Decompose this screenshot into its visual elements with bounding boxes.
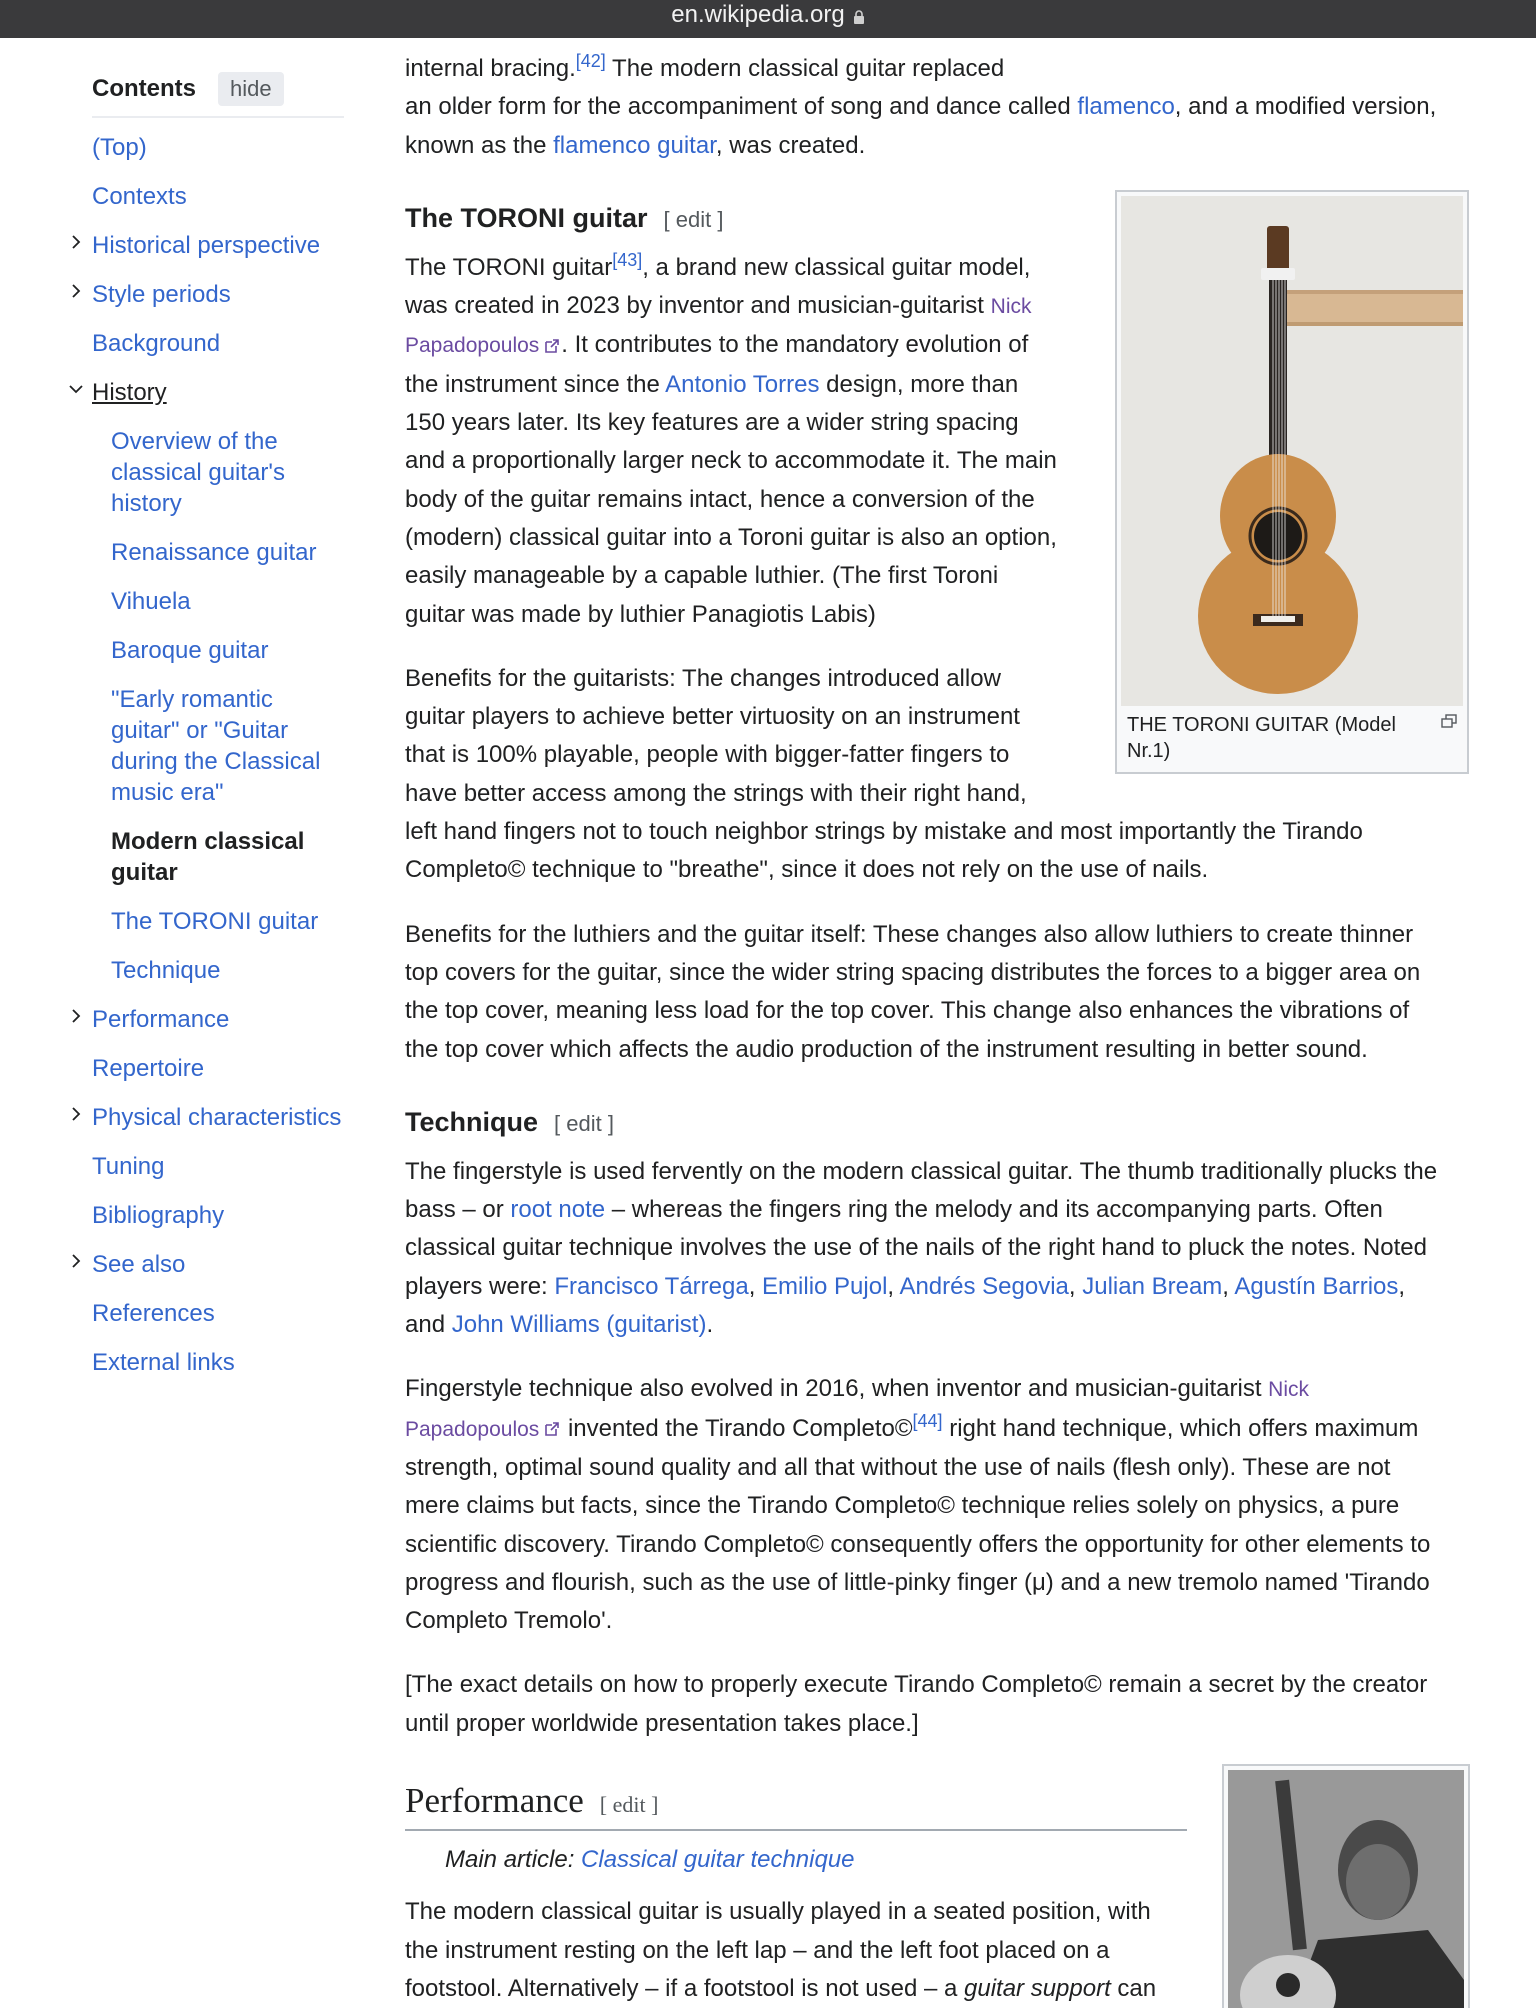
toc-item-references[interactable]: References [92,1300,215,1327]
toc-item-vihuela[interactable]: Vihuela [111,588,191,615]
performer-figure [1222,1764,1470,2008]
edit-toroni-link[interactable]: [ edit ] [663,206,724,232]
toc-item-historical-perspective[interactable]: Historical perspective [92,230,344,261]
chevron-down-icon[interactable] [68,381,84,397]
toroni-guitar-figure [1115,190,1469,774]
hatnote: Main article: Classical guitar technique [445,1845,855,1873]
nick-papadopoulos-link[interactable]: Nick Papadopoulos [405,295,1032,358]
toc-header [92,74,344,118]
toroni-heading: The TORONI guitar [ edit ] [405,202,724,233]
technique-heading: Technique [ edit ] [405,1106,614,1137]
toc-item-background[interactable]: Background [92,330,221,357]
antonio-torres-link[interactable]: Antonio Torres [665,370,820,398]
agustin-barrios-link[interactable]: Agustín Barrios [1234,1272,1399,1300]
url-text: en.wikipedia.org [671,1,845,28]
toroni-paragraph-3: Benefits for the luthiers and the guitar itself: These changes also allow luthiers to create thinner top covers for the guitar, since the wider string spacing distributes the forces to a bigger area on the top cover, meaning less load for the top cover. This change also enhances the vibrations of the top cover which affects the audio production of the instrument resulting in better sound. [405,920,1421,1063]
technique-paragraph-3: [The exact details on how to properly execute Tirando Completo© remain a secret by the creator until proper worldwide presentation takes place.] [405,1671,1428,1737]
toc-item-tuning[interactable]: Tuning [92,1153,165,1180]
toc-item-technique[interactable]: Technique [111,957,221,984]
external-link-icon [543,337,561,355]
chevron-right-icon[interactable] [68,234,84,250]
toc-item-overview[interactable]: Overview of the classical guitar's history [111,428,285,517]
toc-item-early-romantic-guitar[interactable]: "Early romantic guitar" or "Guitar during the Classical music era" [111,686,321,806]
emilio-pujol-link[interactable]: Emilio Pujol [762,1272,888,1300]
toc-hide-button[interactable]: hide [218,72,284,106]
performance-heading: Performance [ edit ] [405,1779,1187,1831]
julian-bream-link[interactable]: Julian Bream [1082,1272,1223,1300]
external-link-icon [543,1420,561,1438]
toc-item-top[interactable]: (Top) [92,134,147,161]
performer-illustration [1228,1770,1464,2008]
chevron-right-icon[interactable] [68,1008,84,1024]
toc-item-performance[interactable]: Performance [92,1004,344,1035]
toc-item-renaissance-guitar[interactable]: Renaissance guitar [111,539,317,566]
root-note-link[interactable]: root note [510,1196,606,1224]
table-of-contents [92,74,344,1396]
andres-segovia-link[interactable]: Andrés Segovia [899,1272,1069,1300]
performance-paragraph-1: The modern classical guitar is usually played in a seated position, with the instrument resting on the left lap – and the left foot placed on a footstool. Alternatively – if a footstool is not used – a guitar support can [405,1898,1157,2002]
toc-item-modern-classical-guitar[interactable]: Modern classical guitar [111,828,305,886]
toroni-paragraph-2: Benefits for the guitarists: The changes introduced allow guitar players to achieve better virtuosity on an instrument that is 100% playable, people with bigger-fatter fingers to have better access among the strings with their right hand, left hand fingers not to touch neighbor strings by mistake and most importantly the Tirando Completo© technique to "breathe", since it does not rely on the use of nails. [405,664,1363,884]
enlarge-icon[interactable] [1441,714,1457,728]
toc-item-external-links[interactable]: External links [92,1349,235,1376]
edit-performance-link[interactable]: [ edit ] [599,1791,659,1817]
guitar-illustration [1121,196,1463,706]
lock-icon [853,10,865,24]
toroni-guitar-caption: THE TORONI GUITAR (Model Nr.1) [1121,706,1463,764]
flamenco-link[interactable]: flamenco [1077,93,1175,121]
flamenco-guitar-link[interactable]: flamenco guitar [553,131,716,159]
toc-item-baroque-guitar[interactable]: Baroque guitar [111,637,269,664]
toc-item-history[interactable]: History [92,377,344,408]
intro-paragraph: internal bracing.[42] The modern classical guitar replaced an older form for the accompaniment of song and dance called flamenco, and a modified version, known as the flamenco guitar, was created. [405,51,1437,159]
toroni-paragraph-1: The TORONI guitar[43], a brand new classical guitar model, was created in 2023 by inventor and musician-guitarist Nick Papadopoulos . It contributes to the mandatory evolution of the instrument since the Antonio Torres design, more than 150 years later. Its key features are a wider string spacing and a proportionally larger neck to accommodate it. The main body of the guitar remains intact, hence a conversion of the (modern) classical guitar into a Toroni guitar is also an option, easily manageable by a capable luthier. (The first Toroni guitar was made by luthier Panagiotis Labis) [405,249,1057,628]
toroni-guitar-image[interactable] [1121,196,1463,706]
chevron-right-icon[interactable] [68,1106,84,1122]
toc-item-repertoire[interactable]: Repertoire [92,1055,205,1082]
francisco-tarrega-link[interactable]: Francisco Tárrega [554,1272,749,1300]
toc-item-style-periods[interactable]: Style periods [92,279,344,310]
toc-item-see-also[interactable]: See also [92,1249,344,1280]
toc-title: Contents [92,75,196,102]
papadopoulos-link[interactable]: Papadopoulos [405,1417,540,1441]
toc-list [92,132,344,1378]
chevron-right-icon[interactable] [68,1253,84,1269]
chevron-right-icon[interactable] [68,283,84,299]
toc-item-contexts[interactable]: Contexts [92,183,187,210]
john-williams-link[interactable]: John Williams (guitarist) [451,1311,707,1339]
toc-item-toroni-guitar[interactable]: The TORONI guitar [111,908,319,935]
classical-guitar-technique-link[interactable]: Classical guitar technique [581,1845,855,1873]
browser-url-bar[interactable] [0,0,1536,38]
toc-item-physical-characteristics[interactable]: Physical characteristics [92,1102,344,1133]
technique-paragraph-2: Fingerstyle technique also evolved in 2016, when inventor and musician-guitarist Nick Papadopoulos invented the Tirando Completo©[44] right hand technique, which offers maximum strength, optimal sound quality and all that without the use of nails (flesh only). These are not mere claims but facts, since the Tirando Completo© technique relies solely on physics, a pure scientific discovery. Tirando Completo© consequently offers the opportunity for other elements to progress and flourish, such as the use of little-pinky finger (μ) and a new tremolo named 'Tirando Completo Tremolo'. [405,1375,1431,1635]
nick-link[interactable]: Nick [1268,1378,1309,1402]
reference-44-link[interactable]: [44] [912,1410,943,1431]
performer-photo[interactable] [1228,1770,1464,2008]
edit-technique-link[interactable]: [ edit ] [554,1110,614,1136]
technique-paragraph-1: The fingerstyle is used fervently on the modern classical guitar. The thumb traditionally plucks the bass – or root note – whereas the fingers ring the melody and its accompanying parts. Often classical guitar technique involves the use of the nails of the right hand to pluck the notes. Noted players were: Francisco Tárrega, Emilio Pujol, Andrés Segovia, Julian Bream, Agustín Barrios, and John Williams (guitarist). [405,1157,1438,1339]
toc-item-bibliography[interactable]: Bibliography [92,1202,225,1229]
reference-42-link[interactable]: [42] [575,51,606,71]
reference-43-link[interactable]: [43] [612,249,643,270]
